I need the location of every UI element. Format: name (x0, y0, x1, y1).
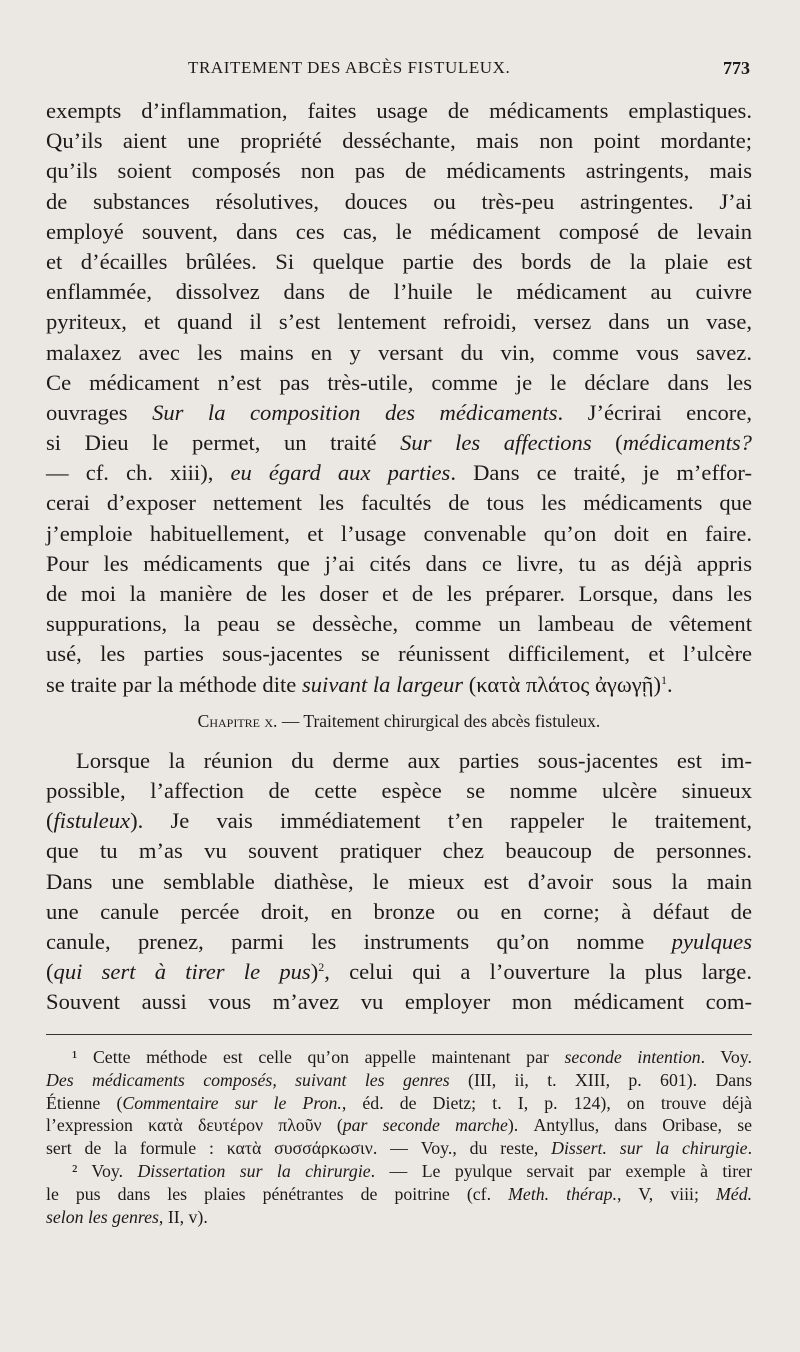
text-line: j’emploie habituellement, et l’usage convenable qu’on doit en faire. (46, 520, 752, 546)
text-line: et d’écailles brûlées. Si quelque partie des bords de la plaie est (46, 248, 752, 274)
italic-title: Sur la composition des médicaments (152, 399, 558, 425)
italic-title: Des médicaments composés, suivant les genres (46, 1069, 450, 1090)
italic-term: fistuleux (53, 808, 131, 834)
footnote-line (46, 1092, 752, 1115)
text-segment: ( (46, 808, 54, 834)
page-number: 773 (723, 58, 750, 78)
text-line (46, 398, 752, 428)
footnote-divider (46, 1034, 752, 1035)
text-segment: . — Le pyulque servait par exemple à tirer (370, 1160, 752, 1181)
italic-title: selon les genres (46, 1206, 159, 1227)
text-segment: ouvrages (46, 399, 153, 425)
italic-title: Dissertation sur la chirurgie (137, 1160, 371, 1181)
italic-term: seconde intention (564, 1047, 701, 1067)
text-line: Ce médicament n’est pas très-utile, comme je le déclare dans les (46, 369, 752, 395)
text-segment: se traite par la méthode dite (46, 671, 302, 697)
footnote-line (46, 1206, 752, 1229)
text-line (46, 927, 752, 957)
footnote-line (46, 1137, 752, 1160)
text-segment: canule, prenez, parmi les instruments qu’on nomme (46, 928, 672, 954)
footnote-line (46, 1183, 752, 1206)
chapter-label: Chapitre x. (197, 710, 278, 731)
italic-title: eu égard aux parties (230, 460, 451, 486)
text-line (46, 957, 752, 987)
text-segment: , V, viii; (617, 1183, 716, 1204)
text-segment: , celui qui a l’ouverture la plus large. (324, 959, 752, 985)
text-line: Souvent aussi vous m’avez vu employer mon médicament com- (46, 989, 752, 1015)
footnote-line (46, 1046, 752, 1069)
text-segment: ) (310, 959, 319, 985)
text-segment: ). Antyllus, dans Oribase, se (507, 1115, 753, 1136)
text-segment: — cf. ch. xiii), (46, 460, 231, 486)
text-line: usé, les parties sous-jacentes se réunissent difficilement, et l’ulcère (46, 641, 752, 667)
text-line: une canule percée droit, en bronze ou en corne; à défaut de (46, 898, 752, 924)
footnote-line (46, 1114, 752, 1137)
text-segment: l’expression κατὰ δευτέρον πλοῦν ( (46, 1115, 343, 1136)
text-line: suppurations, la peau se dessèche, comme un lambeau de vêtement (46, 611, 752, 637)
text-line: Pour les médicaments que j’ai cités dans ce livre, tu as déjà appris (46, 550, 752, 576)
text-line: de moi la manière de les doser et de les préparer. Lorsque, dans les (46, 581, 752, 606)
text-segment: , II, v). (158, 1206, 208, 1227)
italic-term: pyulques (671, 928, 752, 954)
text-line (46, 670, 752, 700)
text-segment: ² Voy. (72, 1160, 138, 1181)
italic-title: Méd. (715, 1183, 753, 1204)
text-line (46, 458, 752, 488)
footnote-line (46, 1160, 752, 1183)
text-segment: ( (46, 959, 54, 985)
text-segment: le pus dans les plaies pénétrantes de poitrine (cf. (46, 1183, 509, 1204)
text-segment: sert de la formule : κατὰ συσσάρκωσιν. — Voy., du reste, (46, 1138, 552, 1159)
text-segment: ( (591, 430, 623, 456)
text-line: de substances résolutives, douces ou très-peu astringentes. J’ai (46, 188, 752, 214)
text-line (46, 806, 752, 836)
footnote-ref[interactable]: 1 (661, 672, 668, 687)
text-line: pyriteux, et quand il s’est lentement refroidi, versez dans un vase, (46, 309, 752, 335)
main-text (46, 96, 752, 1017)
page-header (48, 58, 750, 84)
text-segment: si Dieu le permet, un traité (46, 430, 401, 456)
italic-term: suivant la largeur (301, 671, 464, 697)
text-line: Qu’ils aient une propriété desséchante, mais non point mordante; (46, 128, 752, 154)
text-segment: Étienne ( (46, 1092, 123, 1113)
text-line: exempts d’inflammation, faites usage de médicaments emplastiques. (46, 98, 752, 123)
footnote-line (46, 1069, 752, 1092)
text-line: Dans une semblable diathèse, le mieux est d’avoir sous la main (46, 868, 752, 894)
chapter-title: — Traitement chirurgical des abcès fistuleux. (277, 710, 601, 731)
italic-title: Commentaire sur le Pron. (122, 1092, 342, 1113)
italic-title: Dissert. sur la chirurgie (551, 1138, 748, 1159)
text-segment: . (747, 1138, 753, 1159)
italic-term: médicaments? (622, 430, 752, 456)
italic-title: Meth. thérap. (508, 1183, 618, 1204)
text-segment: . J’écrirai encore, (557, 399, 752, 425)
running-title: TRAITEMENT DES ABCÈS FISTULEUX. (188, 58, 511, 77)
text-segment: ). Je vais immédiatement t’en rappeler le traitement, (130, 808, 752, 834)
text-segment: . Voy. (700, 1047, 752, 1067)
text-segment: , éd. de Dietz; t. I, p. 124), on trouve déjà (341, 1092, 752, 1113)
text-line: malaxez avec les mains en y versant du vin, comme vous savez. (46, 339, 752, 365)
text-segment: . Dans ce traité, je m’effor- (450, 460, 752, 486)
chapter-heading (46, 710, 752, 732)
footnote-ref[interactable]: 2 (318, 960, 325, 975)
greek-phrase: (κατὰ πλάτος ἀγωγῇ) (463, 671, 662, 697)
text-line: enflammée, dissolvez dans de l’huile le médicament au cuivre (46, 279, 752, 305)
text-line: employé souvent, dans ces cas, le médicament composé de levain (46, 218, 752, 244)
text-line: que tu m’as vu souvent pratiquer chez beaucoup de personnes. (46, 838, 752, 864)
text-line (46, 428, 752, 458)
text-line: possible, l’affection de cette espèce se nomme ulcère sinueux (46, 777, 752, 803)
text-line: Lorsque la réunion du derme aux parties sous-jacentes est im- (76, 747, 752, 773)
footnotes (46, 1046, 752, 1228)
text-segment: . (667, 671, 673, 697)
italic-term: par seconde marche (342, 1115, 508, 1136)
text-segment: (III, ii, t. XIII, p. 601). Dans (449, 1069, 752, 1090)
text-segment: ¹ Cette méthode est celle qu’on appelle maintenant par (72, 1047, 565, 1067)
italic-term: qui sert à tirer le pus (53, 959, 311, 985)
italic-title: Sur les affections (400, 430, 592, 456)
text-line: qu’ils soient composés non pas de médicaments astringents, mais (46, 158, 752, 184)
text-line: cerai d’exposer nettement les facultés de tous les médicaments que (46, 490, 752, 516)
